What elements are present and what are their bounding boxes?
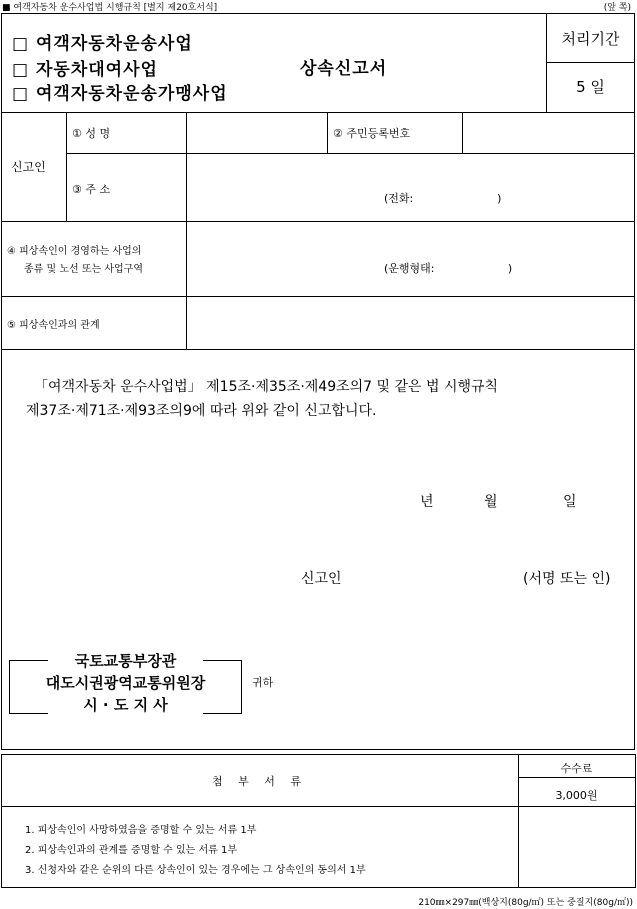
address-label: ③ 주 소 — [72, 183, 111, 196]
processing-period-label: 처리기간 — [561, 30, 620, 48]
operation-type-label: (운행형태: ) — [384, 262, 513, 275]
checkbox-passenger-transport[interactable]: □ 여객자동차운송사업 — [12, 34, 193, 54]
recipient-governor: 시 · 도 지 사 — [83, 696, 168, 714]
business-field[interactable] — [188, 223, 633, 253]
recipient-commission: 대도시권광역교통위원장 — [45, 674, 206, 692]
relation-field[interactable] — [188, 298, 633, 347]
attachments-header: 첨 부 서 류 — [212, 775, 307, 788]
page-side: (앞 쪽) — [603, 3, 631, 13]
resident-id-field[interactable] — [464, 114, 633, 152]
recipient-lines — [9, 650, 242, 716]
form-reference: ■ 여객자동차 운수사업법 시행규칙 [별지 제20호서식] — [2, 3, 218, 13]
fee-value: 3,000원 — [555, 789, 598, 802]
declaration-line2: 제37조·제71조·제93조의9에 따라 위와 같이 신고합니다. — [26, 403, 377, 419]
form-title: 상속신고서 — [300, 59, 388, 79]
date-day-label: 일 — [563, 494, 577, 510]
recipient-suffix: 귀하 — [252, 676, 274, 689]
resident-id-label: ② 주민등록번호 — [333, 127, 411, 140]
processing-period-value: 5 일 — [576, 78, 605, 96]
date-year-label: 년 — [420, 494, 434, 510]
attachment-item-1: 1. 피상속인이 사망하였음을 증명할 수 있는 서류 1부 — [25, 825, 257, 836]
relation-label: ⑤ 피상속인과의 관계 — [7, 320, 100, 331]
reporter-group-label: 신고인 — [11, 160, 46, 174]
recipient-minister: 국토교통부장관 — [74, 652, 177, 670]
declaration-line1: 「여객자동차 운수사업법」 제15조·제35조·제49조의7 및 같은 법 시행규칙 — [34, 379, 499, 395]
date-month-label: 월 — [484, 494, 498, 510]
address-field[interactable] — [188, 155, 633, 185]
checkbox-franchise-transport[interactable]: □ 여객자동차운송가맹사업 — [12, 84, 228, 104]
sign-or-seal-note: (서명 또는 인) — [523, 571, 611, 587]
name-label: ① 성 명 — [72, 127, 111, 140]
fee-label: 수수료 — [560, 762, 593, 775]
attachment-item-2: 2. 피상속인과의 관계를 증명할 수 있는 서류 1부 — [25, 845, 238, 856]
phone-label: (전화: ) — [384, 192, 502, 205]
name-field[interactable] — [188, 114, 325, 152]
checkbox-car-rental[interactable]: □ 자동차대여사업 — [12, 60, 158, 80]
business-label-line1: ④ 피상속인이 경영하는 사업의 — [7, 246, 142, 257]
business-label — [7, 243, 143, 279]
business-label-line2: 종류 및 노선 또는 사업구역 — [24, 264, 143, 275]
attachments-list — [25, 821, 366, 881]
signer-label: 신고인 — [301, 571, 342, 587]
paper-spec: 210㎜×297㎜(백상지(80g/㎡) 또는 중질지(80g/㎡)) — [418, 898, 633, 908]
attachment-item-3: 3. 신청자와 같은 순위의 다른 상속인이 있는 경우에는 그 상속인의 동의서 1부 — [25, 865, 366, 876]
